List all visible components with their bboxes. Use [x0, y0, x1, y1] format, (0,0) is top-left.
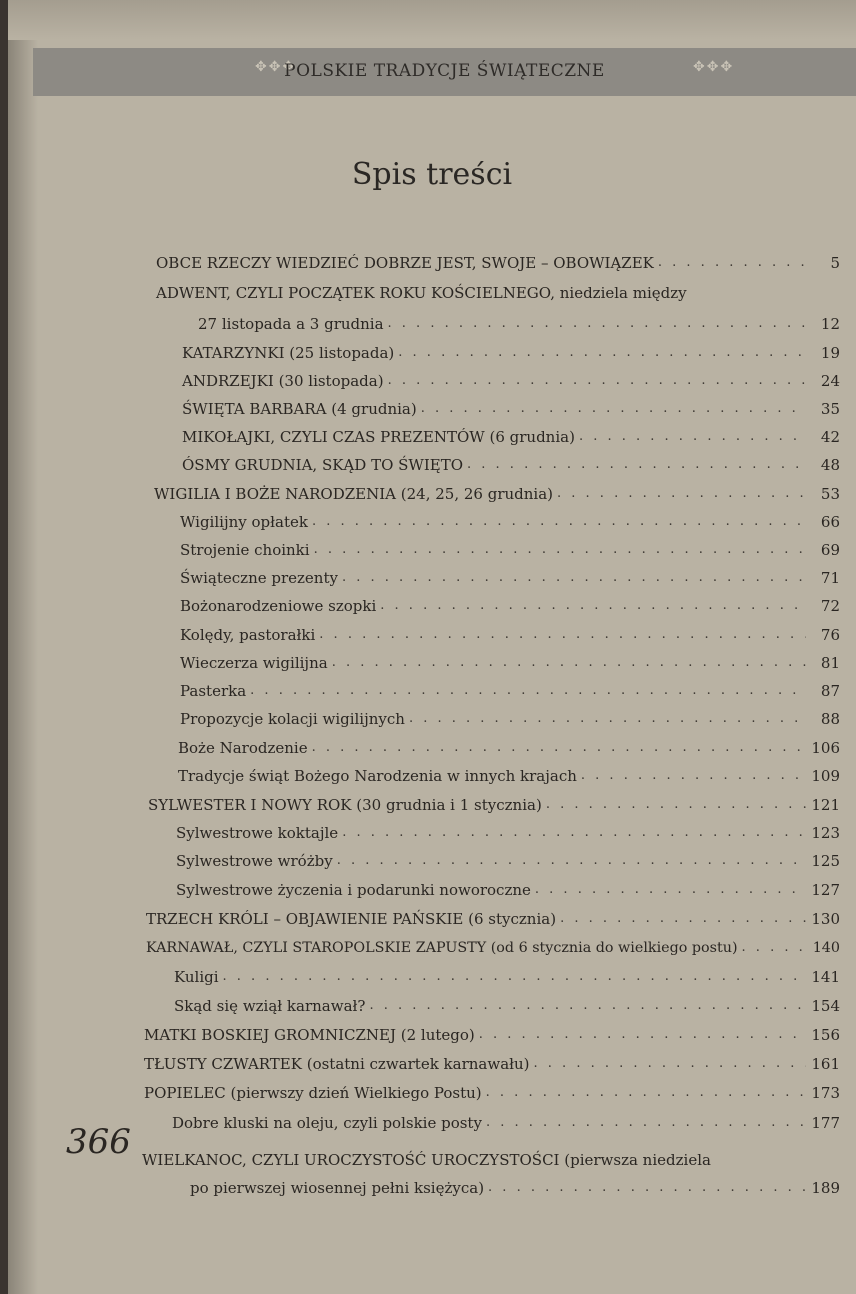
dot-leader: [556, 906, 806, 932]
toc-entry: [182, 368, 840, 394]
toc-entry-page: 125: [811, 852, 840, 870]
toc-entry-page: 140: [812, 940, 840, 956]
toc-entry-page: 154: [811, 997, 840, 1015]
dot-leader: [577, 763, 806, 789]
page-number: 366: [66, 1122, 131, 1162]
toc-entry-label: ADWENT, CZYLI POCZĄTEK ROKU KOŚCIELNEGO, niedziela między: [156, 284, 687, 302]
toc-entry-label: po pierwszej wiosennej pełni księżyca): [190, 1179, 485, 1197]
toc-entry-label: Strojenie choinki: [180, 541, 310, 559]
toc-entry-page: 81: [820, 654, 840, 672]
dot-leader: [484, 1175, 806, 1201]
toc-entry-page: 76: [820, 626, 840, 644]
toc-entry-page: 173: [811, 1084, 840, 1102]
toc-entry-label: Wieczerza wigilijna: [180, 654, 328, 672]
toc-entry: [142, 1147, 840, 1173]
dot-leader: [687, 280, 806, 306]
toc-entry-page: 121: [811, 796, 840, 814]
toc-entry-label: SYLWESTER I NOWY ROK (30 grudnia i 1 stycznia): [148, 796, 542, 814]
dot-leader: [328, 650, 806, 676]
book-page: [8, 0, 856, 1294]
toc-entry-label: OBCE RZECZY WIEDZIEĆ DOBRZE JEST, SWOJE – OBOWIĄZEK: [156, 254, 654, 272]
dot-leader: [475, 1022, 806, 1048]
toc-entry-page: 141: [811, 968, 840, 986]
dot-leader: [308, 509, 806, 535]
toc-entry: [144, 1080, 840, 1106]
dot-leader: [417, 396, 806, 422]
dot-leader: [482, 1110, 806, 1136]
dot-leader: [365, 993, 806, 1019]
ornament-left-icon: ✥✥✥: [255, 59, 297, 75]
toc-entry: [154, 481, 840, 507]
toc-entry-page: [806, 1147, 840, 1173]
toc-entry: [176, 848, 840, 874]
dot-leader: [482, 1080, 806, 1106]
toc-entry: [180, 678, 840, 704]
toc-entry-label: Propozycje kolacji wigilijnych: [180, 710, 405, 728]
toc-entry-label: Boże Narodzenie: [178, 739, 308, 757]
running-header-title: POLSKIE TRADYCJE ŚWIĄTECZNE: [284, 61, 605, 81]
toc-entry: [180, 650, 840, 676]
dot-leader: [531, 877, 806, 903]
dot-leader: [315, 622, 806, 648]
toc-entry-page: 48: [820, 456, 840, 474]
toc-entry-label: ŚWIĘTA BARBARA (4 grudnia): [182, 400, 417, 418]
toc-entry-page: 88: [820, 710, 840, 728]
toc-entry: [174, 964, 840, 990]
toc-entry-label: TŁUSTY CZWARTEK (ostatni czwartek karnawału): [144, 1055, 530, 1073]
dot-leader: [530, 1051, 806, 1077]
toc-entry-label: ANDRZEJKI (30 listopada): [182, 372, 384, 390]
dot-leader: [405, 706, 806, 732]
toc-entry-page: 130: [811, 910, 840, 928]
toc-entry-page: 87: [820, 682, 840, 700]
toc-entry-page: 19: [820, 344, 840, 362]
toc-entry-label: Pasterka: [180, 682, 247, 700]
toc-entry-label: MIKOŁAJKI, CZYLI CZAS PREZENTÓW (6 grudnia): [182, 428, 575, 446]
dot-leader: [463, 452, 806, 478]
toc-entry-page: 66: [820, 513, 840, 531]
dot-leader: [553, 481, 806, 507]
toc-entry: [146, 935, 840, 961]
toc-entry-label: Kolędy, pastorałki: [180, 626, 316, 644]
dot-leader: [738, 935, 806, 961]
toc-entry: [148, 792, 840, 818]
toc-entry-label: Sylwestrowe wróżby: [176, 852, 333, 870]
toc-entry: [180, 706, 840, 732]
toc-entry: [182, 452, 840, 478]
toc-entry-page: 71: [820, 569, 840, 587]
toc-entry: [174, 993, 840, 1019]
toc-entry: [180, 537, 840, 563]
toc-entry-label: 27 listopada a 3 grudnia: [198, 315, 384, 333]
toc-entry: [190, 1175, 840, 1201]
toc-entry-label: WIGILIA I BOŻE NARODZENIA (24, 25, 26 grudnia): [154, 485, 554, 503]
toc-entry-page: 106: [811, 739, 840, 757]
dot-leader: [384, 368, 806, 394]
dot-leader: [219, 964, 806, 990]
toc-entry-page: 177: [811, 1114, 840, 1132]
toc-entry-page: 123: [811, 824, 840, 842]
toc-entry-page: 189: [811, 1179, 840, 1197]
dot-leader: [654, 250, 806, 276]
toc-entry: [182, 424, 840, 450]
toc-entry-page: 127: [811, 881, 840, 899]
toc-entry: [176, 820, 840, 846]
dot-leader: [333, 848, 806, 874]
toc-entry-label: Skąd się wziął karnawał?: [174, 997, 366, 1015]
toc-entry: [144, 1022, 840, 1048]
toc-entry-label: ÓSMY GRUDNIA, SKĄD TO ŚWIĘTO: [182, 456, 464, 474]
dot-leader: [338, 820, 806, 846]
toc-entry-page: 109: [811, 767, 840, 785]
toc-entry-label: WIELKANOC, CZYLI UROCZYSTOŚĆ UROCZYSTOŚCI (pierwsza niedziela: [142, 1151, 711, 1169]
dot-leader: [394, 340, 806, 366]
toc-entry-label: Sylwestrowe życzenia i podarunki noworoczne: [176, 881, 531, 899]
toc-entry-label: Kuligi: [174, 968, 219, 986]
dot-leader: [542, 792, 806, 818]
running-header-band: [33, 48, 856, 96]
toc-entry: [176, 877, 840, 903]
toc-entry-page: 12: [820, 315, 840, 333]
toc-entry: [180, 622, 840, 648]
toc-entry: [198, 311, 840, 337]
toc-entry: [146, 906, 840, 932]
toc-entry: [180, 565, 840, 591]
toc-entry-page: 161: [811, 1055, 840, 1073]
toc-entry-page: 156: [811, 1026, 840, 1044]
page-gutter-shadow: [8, 0, 38, 1294]
toc-entry-page: 5: [830, 254, 840, 272]
toc-entry-label: Wigilijny opłatek: [180, 513, 308, 531]
dot-leader: [308, 735, 806, 761]
toc-entry: [180, 593, 840, 619]
dot-leader: [575, 424, 806, 450]
toc-entry-label: Bożonarodzeniowe szopki: [180, 597, 377, 615]
dot-leader: [384, 311, 806, 337]
toc-entry-label: MATKI BOSKIEJ GROMNICZNEJ (2 lutego): [144, 1026, 475, 1044]
toc-entry-label: TRZECH KRÓLI – OBJAWIENIE PAŃSKIE (6 stycznia): [146, 910, 557, 928]
toc-entry: [172, 1110, 840, 1136]
toc-entry: [156, 250, 840, 276]
page-title: Spis treści: [351, 157, 513, 192]
toc-entry-label: Sylwestrowe koktajle: [176, 824, 339, 842]
dot-leader: [338, 565, 806, 591]
toc-entry: [144, 1051, 840, 1077]
toc-entry-label: KARNAWAŁ, CZYLI STAROPOLSKIE ZAPUSTY (od 6 stycznia do wielkiego postu): [146, 940, 738, 956]
toc-entry-page: 53: [820, 485, 840, 503]
toc-entry-page: 42: [820, 428, 840, 446]
dot-leader: [711, 1147, 806, 1173]
toc-entry-label: POPIELEC (pierwszy dzień Wielkiego Postu): [144, 1084, 482, 1102]
toc-entry-page: 69: [820, 541, 840, 559]
toc-entry-label: KATARZYNKI (25 listopada): [182, 344, 395, 362]
ornament-right-icon: ✥✥✥: [693, 59, 735, 75]
toc-entry-page: 35: [820, 400, 840, 418]
toc-entry: [180, 509, 840, 535]
dot-leader: [310, 537, 806, 563]
toc-entry: [156, 280, 840, 306]
toc-entry-page: 24: [820, 372, 840, 390]
toc-entry: [182, 340, 840, 366]
dot-leader: [246, 678, 806, 704]
page-top-edge: [8, 0, 856, 40]
toc-entry-label: Tradycje świąt Bożego Narodzenia w innych krajach: [178, 767, 577, 785]
toc-entry-page: 72: [820, 597, 840, 615]
toc-entry: [182, 396, 840, 422]
toc-entry: [178, 735, 840, 761]
toc-entry-label: Dobre kluski na oleju, czyli polskie posty: [172, 1114, 482, 1132]
toc-entry-label: Świąteczne prezenty: [180, 569, 338, 587]
toc-entry-page: [806, 280, 840, 306]
dot-leader: [376, 593, 806, 619]
toc-entry: [178, 763, 840, 789]
